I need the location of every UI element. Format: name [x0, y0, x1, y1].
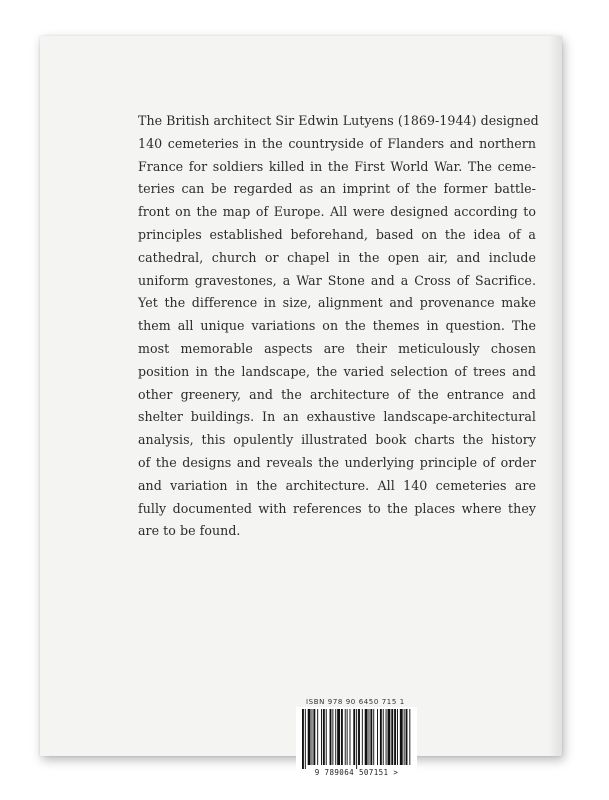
barcode-bar: [397, 709, 398, 765]
barcode-bar: [305, 709, 306, 769]
blurb-line: and variation in the architecture. All 140 cemeteries are: [138, 477, 536, 493]
barcode-bar: [332, 709, 333, 765]
blurb-line: The British architect Sir Edwin Lutyens (1869-1944) designed: [138, 113, 539, 128]
barcode-bar: [409, 709, 410, 765]
barcode-bar: [394, 709, 396, 765]
barcode-bar: [362, 709, 363, 765]
blurb-line: 140 cemeteries in the countryside of Flanders and northern: [138, 135, 536, 151]
blurb-line: France for soldiers killed in the First World War. The ceme-: [138, 158, 536, 174]
blurb-line: most memorable aspects are their meticulously chosen: [138, 340, 536, 356]
barcode-bar: [388, 709, 391, 765]
blurb-line: teries can be regarded as an imprint of the former battle-: [138, 181, 536, 197]
barcode-bar: [358, 709, 360, 765]
blurb-line: other greenery, and the architecture of the entrance and: [138, 386, 536, 402]
blurb-line: are to be found.: [138, 523, 241, 539]
barcode-bar: [353, 709, 355, 765]
barcode-bar: [380, 709, 382, 765]
barcode-digits: 9 789064 507151 >: [314, 768, 399, 777]
book-back-cover: [40, 36, 562, 777]
barcode-bar: [335, 709, 336, 765]
barcode-bar: [302, 709, 304, 769]
barcode-bar: [391, 709, 393, 765]
barcode-bar: [400, 709, 403, 765]
blurb-line: of the designs and reveals the underlying principle of order: [138, 454, 536, 470]
barcode-bar: [356, 709, 357, 769]
isbn-barcode: [296, 707, 417, 779]
blurb-line: fully documented with references to the places where they: [138, 500, 536, 516]
cover-edge-shade: [548, 36, 562, 756]
barcode-bar: [326, 709, 327, 765]
barcode-bar: [312, 709, 313, 765]
blurb-line: uniform gravestones, a War Stone and a Cross of Sacrifice.: [138, 272, 536, 288]
barcode-bar: [369, 709, 370, 765]
blurb-line: front on the map of Europe. All were designed according to: [138, 204, 536, 220]
barcode-bar: [406, 709, 408, 765]
barcode-bar: [377, 709, 378, 765]
barcode-bar: [313, 709, 315, 765]
barcode-bars: [296, 707, 417, 769]
barcode-bar: [350, 709, 351, 765]
blurb-line: analysis, this opulently illustrated book charts the history: [138, 432, 536, 448]
barcode-bar: [386, 709, 387, 765]
barcode-bar: [323, 709, 325, 765]
back-cover-blurb: [138, 110, 539, 543]
barcode-bar: [321, 709, 322, 765]
blurb-line: position in the landscape, the varied selection of trees and: [138, 363, 536, 379]
blurb-line: cathedral, church or chapel in the open air, and include: [138, 249, 536, 265]
barcode-bar: [317, 709, 318, 765]
barcode-bar: [337, 709, 340, 765]
barcode-bar: [373, 709, 374, 765]
barcode-bar: [370, 709, 372, 765]
blurb-line: Yet the difference in size, alignment and provenance make: [138, 295, 536, 311]
barcode-bar: [345, 709, 346, 765]
barcode-bar: [365, 709, 368, 765]
barcode-bar: [330, 709, 332, 765]
blurb-line: shelter buildings. In an exhaustive landscape-architectural: [138, 409, 536, 425]
barcode-bar: [341, 709, 343, 765]
blurb-line: principles established beforehand, based on the idea of a: [138, 226, 536, 242]
barcode-bar: [383, 709, 384, 765]
barcode-bar: [404, 709, 405, 765]
barcode-bar: [347, 709, 348, 765]
blurb-line: them all unique variations on the themes in question. The: [138, 318, 536, 334]
barcode-bar: [308, 709, 311, 765]
isbn-label: ISBN 978 90 6450 715 1: [306, 698, 405, 706]
